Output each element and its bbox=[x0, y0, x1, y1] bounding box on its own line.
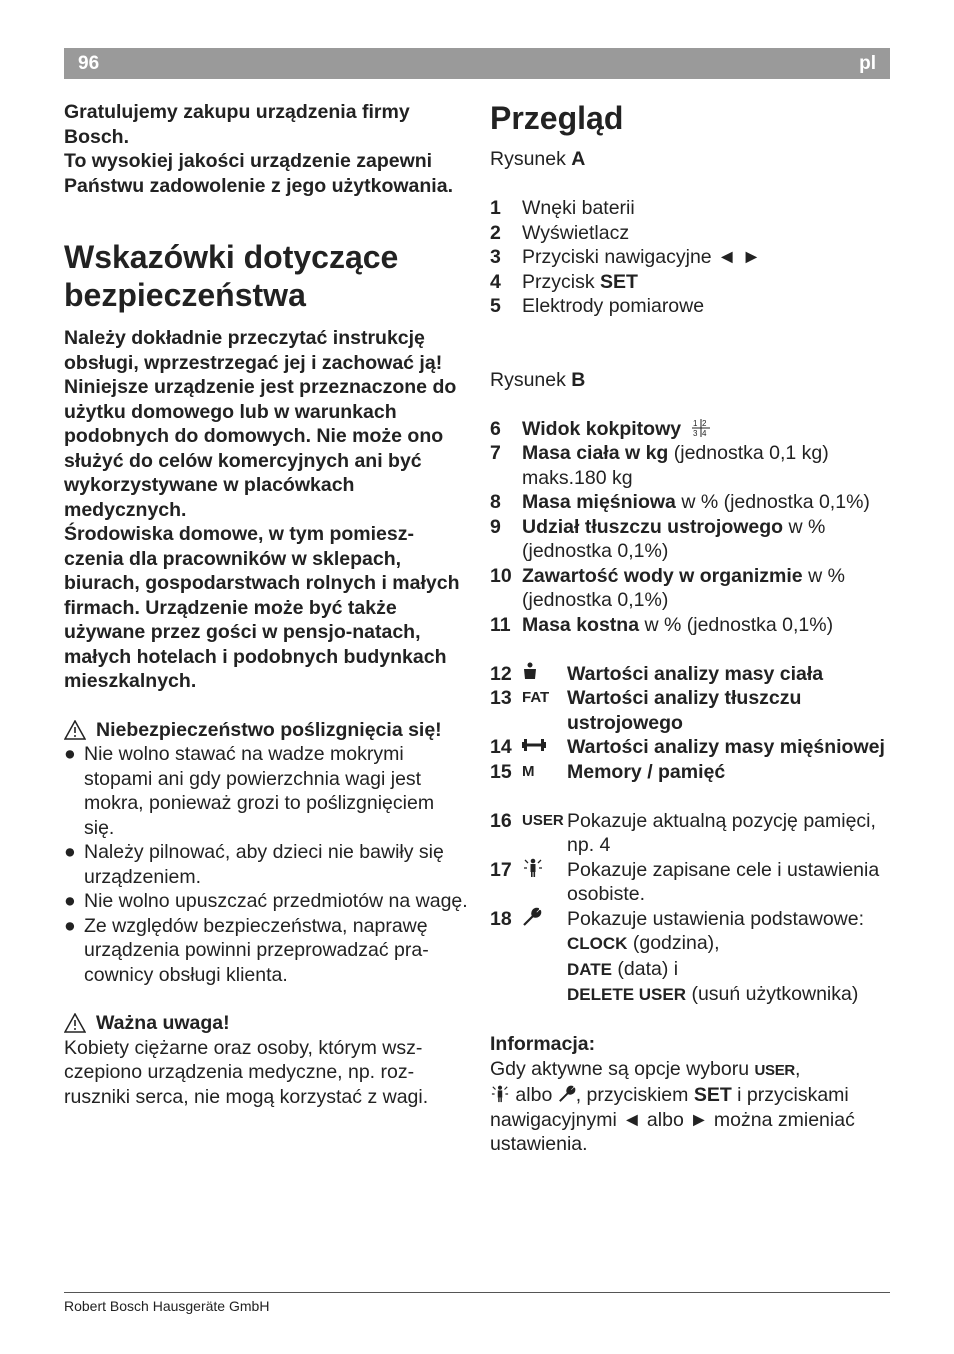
warning-triangle-icon bbox=[64, 720, 86, 740]
person-goal-icon bbox=[490, 1085, 510, 1103]
list-item: 9 Udział tłuszczu ustrojowego w % (jednostka 0,1%) bbox=[490, 515, 826, 562]
bullet-icon: ● bbox=[64, 890, 76, 912]
list-item: ● Ze względów bezpieczeństwa, naprawę urządzenia powinni przeprowadzać pra-cownicy obsługi klienta. bbox=[64, 914, 429, 986]
right-column bbox=[490, 100, 895, 1157]
user-icon: USER bbox=[522, 811, 564, 829]
bullet-icon: ● bbox=[64, 743, 76, 765]
slip-warning-text: Niebezpieczeństwo poślizgnięcia się! bbox=[96, 718, 442, 741]
svg-text:2: 2 bbox=[701, 418, 706, 428]
footer-company: Robert Bosch Hausgeräte GmbH bbox=[64, 1298, 270, 1314]
list-item: ● Nie wolno upuszczać przedmiotów na wagę. bbox=[64, 890, 468, 912]
warning-triangle-icon bbox=[64, 1013, 86, 1033]
fat-icon: FAT bbox=[522, 689, 550, 706]
list-item: 16 USER Pokazuje aktualną pozycję pamięci, np. 4 bbox=[490, 809, 876, 856]
list-item: 17 Pokazuje zapisane cele i ustawienia osobiste. bbox=[490, 858, 880, 905]
muscle-icon bbox=[522, 735, 567, 760]
list-item: 2 Wyświetlacz bbox=[490, 221, 630, 244]
safety-text-2: Środowiska domowe, w tym pomiesz-czenia dla pracowników w sklepach, biurach, gospodarstwach rolnych i małych firmach. Urządzenie może być także używane przez gości w pensjo-natach, małych hotelach i podobnych budynkach mieszkalnych. bbox=[64, 523, 460, 692]
list-item: 4 Przycisk SET bbox=[490, 270, 638, 293]
safety-text-1: Należy dokładnie przeczytać instrukcję obsługi, wprzestrzegać jej i zachować ją! Niniejsze urządzenie jest przeznaczone do użytku domowego lub w warunkach podobnych do domowych. Nie może ono służyć do celów komercyjnych ani być wykorzystywane w placówkach medycznych. bbox=[64, 327, 457, 521]
list-item: 12 Wartości analizy masy ciała bbox=[490, 662, 824, 685]
list-item: ● Należy pilnować, aby dzieci nie bawiły się urządzeniem. bbox=[64, 841, 444, 888]
cockpit-view-icon bbox=[691, 418, 711, 438]
bullet-icon: ● bbox=[64, 841, 76, 863]
left-column bbox=[64, 100, 469, 1109]
important-note-label: Ważna uwaga! bbox=[96, 1012, 230, 1034]
list-item: 1 Wnęki baterii bbox=[490, 197, 635, 219]
intro-line-2: To wysokiej jakości urządzenie zapewni Państwu zadowolenie z jego użytkowania. bbox=[64, 150, 453, 197]
important-note-title bbox=[64, 1011, 469, 1036]
info-text: Gdy aktywne są opcje wyboru USER, albo , przyciskiem SET i przyciskami nawigacyjnymi ◄ albo ► można zmieniać ustawienia. bbox=[490, 1057, 855, 1155]
important-note-text: Kobiety ciężarne oraz osoby, którym wsz-czepiono urządzenia medyczne, np. roz-ruszniki serca, nie mogą korzystać z wagi. bbox=[64, 1036, 429, 1108]
memory-icon: M bbox=[522, 762, 535, 780]
svg-text:3: 3 bbox=[692, 428, 697, 438]
slip-warning-list bbox=[64, 742, 469, 987]
date-setting: DATE bbox=[567, 959, 613, 979]
wrench-icon bbox=[558, 1085, 576, 1103]
intro-line-1: Gratulujemy zakupu urządzenia firmy Bosch. bbox=[64, 101, 410, 148]
figure-a-caption: Rysunek A bbox=[490, 148, 586, 170]
list-item: 18 Pokazuje ustawienia podstawowe: CLOCK (godzina), DATE (data) i DELETE USER (usuń użytkownika) bbox=[490, 907, 895, 1008]
list-item: ● Nie wolno stawać na wadze mokrymi stopami ani gdy powierzchnia wagi jest mokra, ponieważ grozi to poślizgnięciem się. bbox=[64, 743, 435, 839]
info-heading: Informacja: bbox=[490, 1033, 596, 1055]
wrench-icon bbox=[522, 907, 567, 1008]
overview-heading: Przegląd bbox=[490, 100, 624, 136]
footer-divider bbox=[64, 1292, 890, 1293]
list-item: 6 Widok kokpitowy 1 2 3 4 bbox=[490, 417, 895, 442]
list-item: 10 Zawartość wody w organizmie w % (jednostka 0,1%) bbox=[490, 564, 845, 611]
person-goal-icon bbox=[522, 858, 567, 907]
figure-b-caption: Rysunek B bbox=[490, 368, 586, 391]
list-item: 14 Wartości analizy masy mięśniowej bbox=[490, 736, 885, 758]
page-header-bar bbox=[64, 48, 890, 79]
list-item: 11 Masa kostna w % (jednostka 0,1%) bbox=[490, 613, 834, 636]
svg-text:1: 1 bbox=[692, 418, 697, 428]
bullet-icon: ● bbox=[64, 914, 76, 937]
language-code: pl bbox=[859, 53, 876, 74]
delete-user-setting: DELETE USER bbox=[567, 985, 687, 1004]
page-number: 96 bbox=[78, 53, 100, 74]
list-item: 7 Masa ciała w kg (jednostka 0,1 kg) maks.180 kg bbox=[490, 442, 829, 489]
list-item: 3 Przyciski nawigacyjne ◄ ► bbox=[490, 246, 762, 268]
list-item: 8 Masa mięśniowa w % (jednostka 0,1%) bbox=[490, 491, 870, 513]
list-item: 15 M Memory / pamięć bbox=[490, 760, 726, 783]
svg-text:4: 4 bbox=[701, 428, 706, 438]
safety-heading: Wskazówki dotyczące bezpieczeństwa bbox=[64, 239, 399, 313]
weight-icon bbox=[522, 662, 567, 687]
list-item: 5 Elektrody pomiarowe bbox=[490, 295, 705, 317]
clock-setting: CLOCK bbox=[567, 934, 628, 953]
list-item: 13 FAT Wartości analizy tłuszczu ustrojowego bbox=[490, 687, 802, 734]
slip-warning-title bbox=[64, 718, 469, 743]
